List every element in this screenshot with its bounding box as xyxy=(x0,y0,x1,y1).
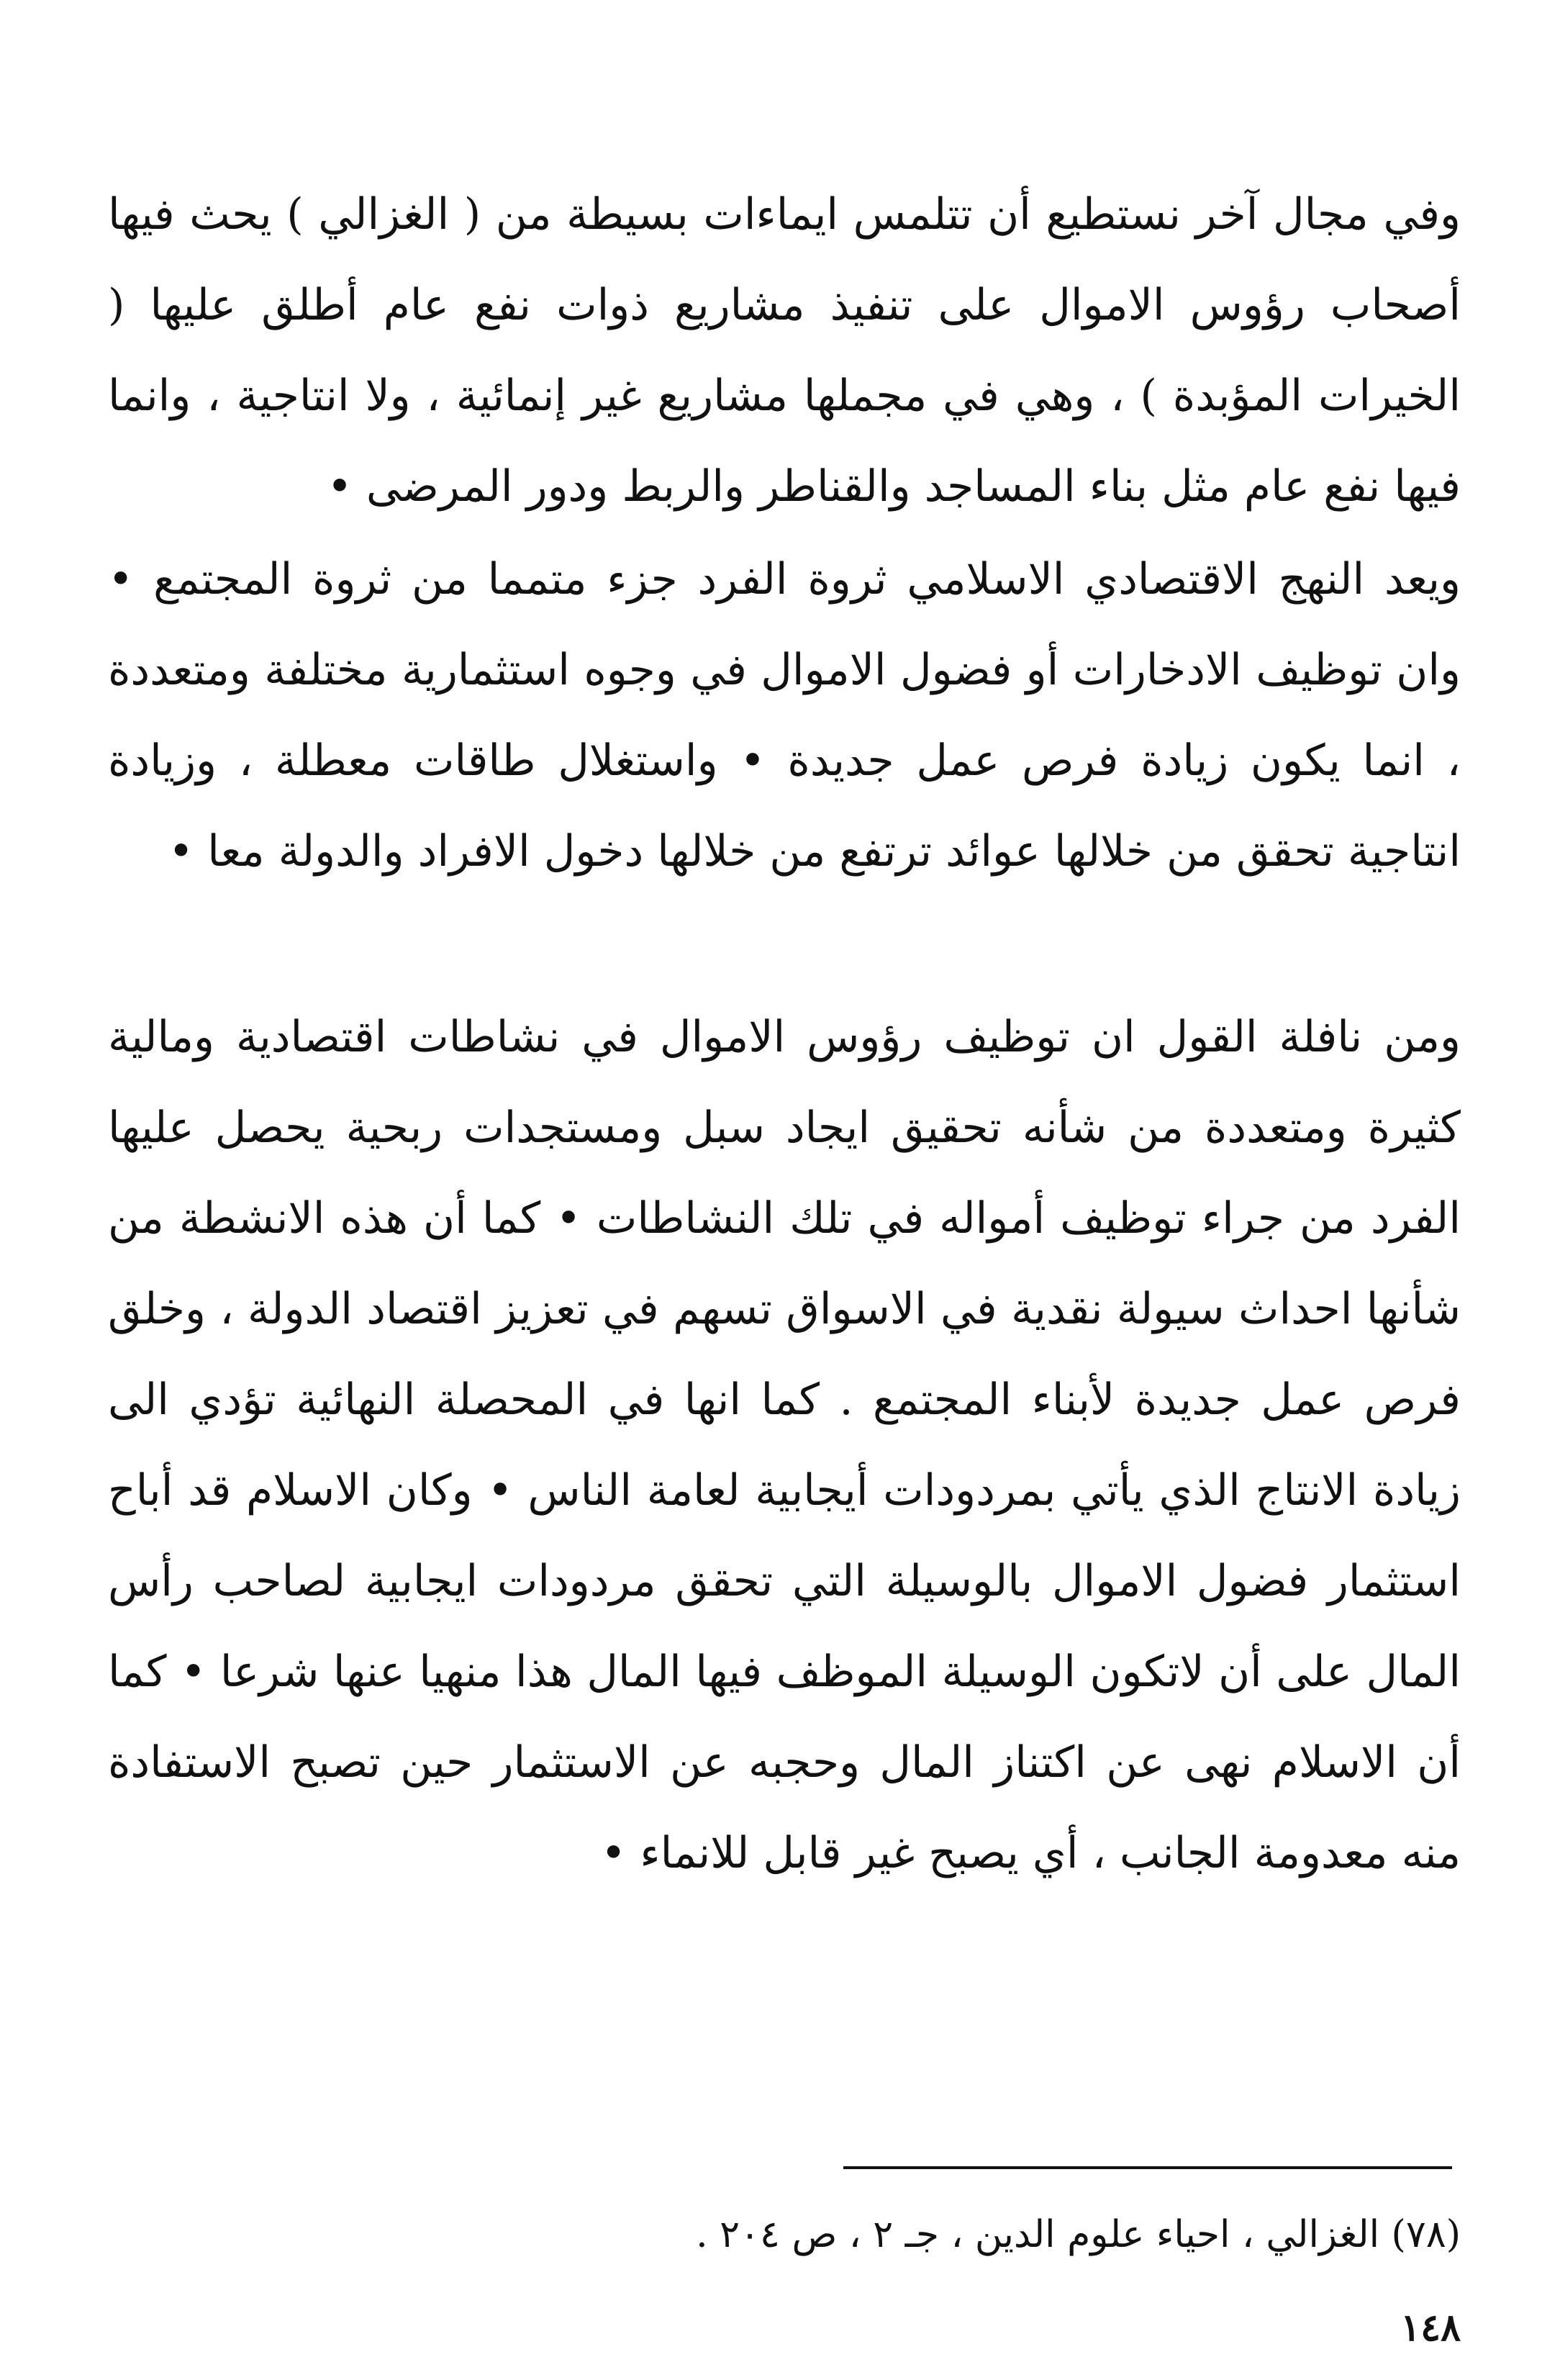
footnote-divider xyxy=(843,2166,1452,2169)
paragraph-text: وفي مجال آخر نستطيع أن تتلمس ايماءات بسيطة من ( الغزالي ) يحث فيها أصحاب رؤوس الاموال على تنفيذ مشاريع ذوات نفع عام أطلق عليها ( الخيرات المؤبدة ) ، وهي في مجملها مشاريع غير إنمائية ، ولا انتاجية ، وانما فيها نفع عام مثل بناء المساجد والقناطر والربط ودور المرضى • xyxy=(108,189,1461,512)
paragraph-text: ومن نافلة القول ان توظيف رؤوس الاموال في نشاطات اقتصادية ومالية كثيرة ومتعددة من شأنه تحقيق ايجاد سبل ومستجدات ربحية يحصل عليها الفرد من جراء توظيف أمواله في تلك النشاطات • كما أن هذه الانشطة من شأنها احداث سيولة نقدية في الاسواق تسهم في تعزيز اقتصاد الدولة ، وخلق فرص عمل جديدة لأبناء المجتمع . كما انها في المحصلة النهائية تؤدي الى زيادة الانتاج الذي يأتي بمردودات أيجابية لعامة الناس • وكان الاسلام قد أباح استثمار فضول الاموال بالوسيلة التي تحقق مردودات ايجابية لصاحب رأس المال على أن لاتكون الوسيلة الموظف فيها المال هذا منهيا عنها شرعا • كما أن الاسلام نهى عن اكتناز المال وحجبه عن الاستثمار حين تصبح الاستفادة منه معدومة الجانب ، أي يصبح غير قابل للانماء • xyxy=(108,1012,1461,1878)
paragraph-1 xyxy=(108,169,1461,532)
paragraph-text: ويعد النهج الاقتصادي الاسلامي ثروة الفرد جزء متمما من ثروة المجتمع • وان توظيف الادخارات أو فضول الاموال في وجوه استثمارية مختلفة ومتعددة ، انما يكون زيادة فرص عمل جديدة • واستغلال طاقات معطلة ، وزيادة انتاجية تحقق من خلالها عوائد ترتفع من خلالها دخول الافراد والدولة معا • xyxy=(108,554,1461,877)
page-number: ١٤٨ xyxy=(1400,2306,1461,2350)
footnote: (٧٨) الغزالي ، احياء علوم الدين ، جـ ٢ ، ص ٢٠٤ . xyxy=(696,2213,1461,2256)
paragraph-2 xyxy=(108,534,1461,897)
paragraph-3 xyxy=(108,992,1461,1899)
